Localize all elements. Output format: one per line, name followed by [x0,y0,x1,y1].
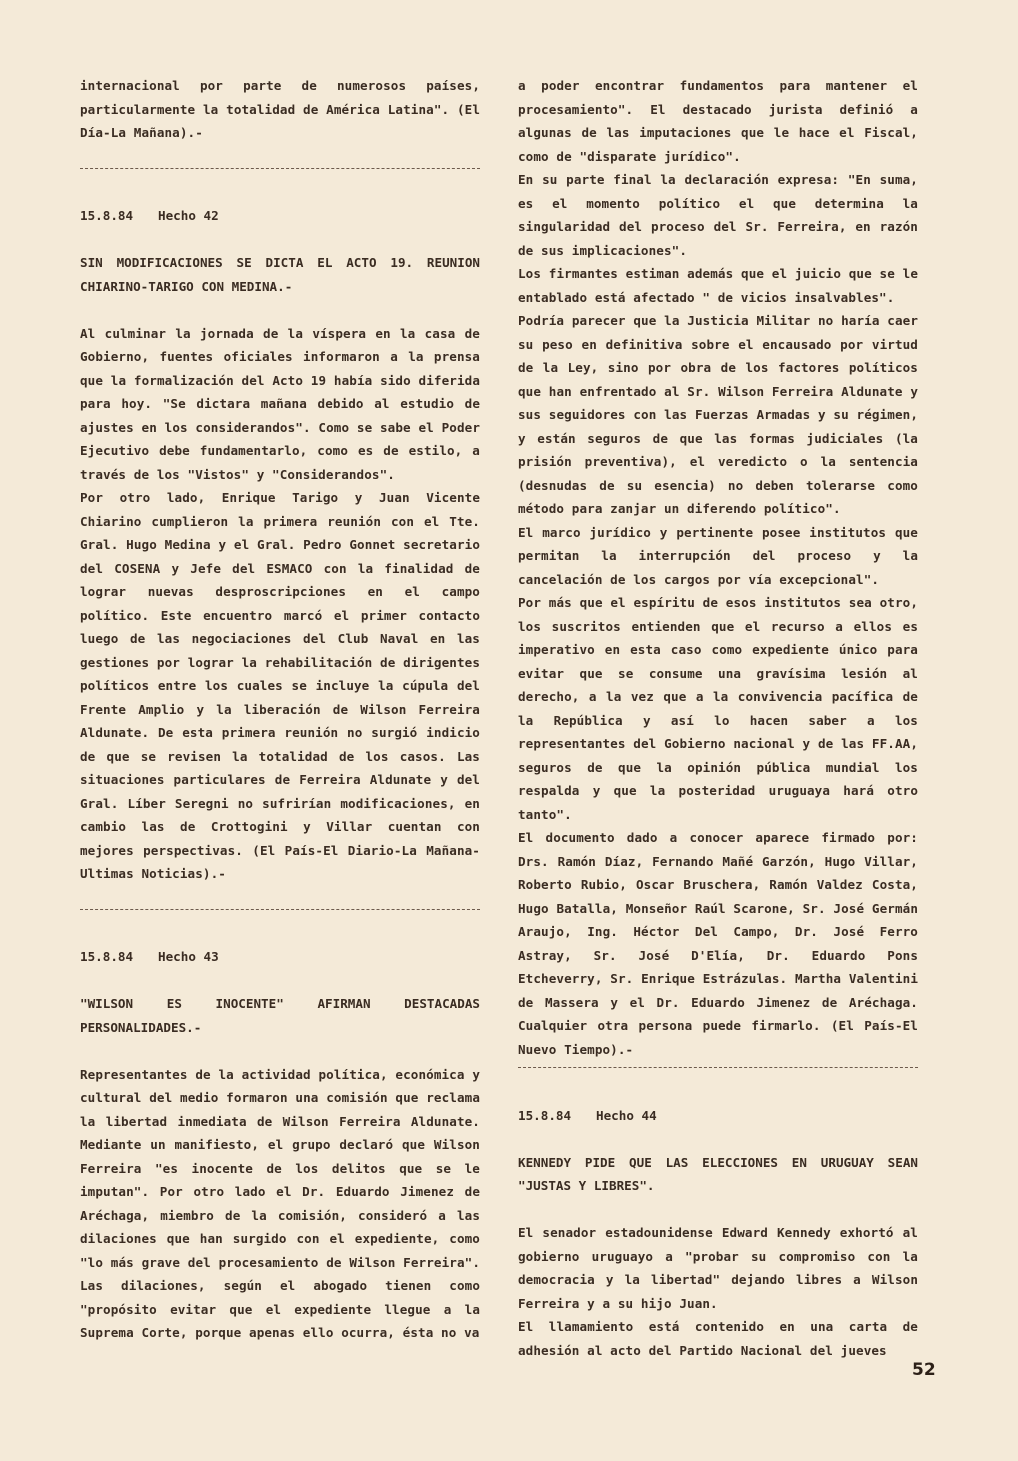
entry-hecho: Hecho 43 [158,949,219,964]
right-column [518,74,918,1362]
entry-date-line [80,204,480,228]
entry-headline: KENNEDY PIDE QUE LAS ELECCIONES EN URUGUAY SEAN "JUSTAS Y LIBRES". [518,1154,918,1193]
entry-date: 15.8.84 [80,949,134,964]
entry-body: Al culminar la jornada de la víspera en la casa de Gobierno, fuentes oficiales informaron a la prensa que la formalización del Acto 19 había sido diferida para hoy. "Se dictara mañana debido al estudio de ajustes en los considerandos". Como se sabe el Poder Ejecutivo debe fundamentarlo, como es de estilo, a través de los "Vistos" y "Considerandos". [80,325,480,482]
continuation-paragraph: Podría parecer que la Justicia Militar no haría caer su peso en definitiva sobre el encausado por virtud de la Ley, sino por obra de los factores políticos que han enfrentado al Sr. Wilson Ferreira Aldunate y sus seguidores con las Fuerzas Armadas y su régimen, y están seguros de que las formas judiciales (la prisión preventiva), el veredicto o la sentencia (desnudas de su esencia) no deben tolerarse como método para zanjar un diferendo político". [518,313,918,516]
continuation-paragraph: El marco jurídico y pertinente posee institutos que permitan la interrupción del proceso y la cancelación de los cargos por vía excepcional". [518,524,918,587]
section-divider [80,909,480,910]
continuation-paragraph: Por más que el espíritu de esos institutos sea otro, los suscritos entienden que el recurso a ellos es imperativo en esta caso como expediente único para evitar que se consume una gravísima lesión al derecho, a la vez que a la convivencia pacífica de la República y así lo hacen saber a los representantes del Gobierno nacional y de las FF.AA, seguros de que la opinión pública mundial los respalda y que la posteridad uruguaya hará otro tanto". [518,595,918,822]
continuation-paragraph: El documento dado a conocer aparece firmado por: Drs. Ramón Díaz, Fernando Mañé Garzón, Hugo Villar, Roberto Rubio, Oscar Bruschera, Ramón Valdez Costa, Hugo Batalla, Monseñor Raúl Scarone, Sr. José Germán Araujo, Ing. Héctor Del Campo, Dr. José Ferro Astray, Sr. José D'Elía, Dr. Eduardo Pons Etcheverry, Sr. Enrique Estrázulas. Martha Valentini de Massera y el Dr. Eduardo Jimenez de Aréchaga. Cualquier otra persona puede firmarlo. (El País-El Nuevo Tiempo).- [518,830,918,1057]
entry-body: Por otro lado, Enrique Tarigo y Juan Vicente Chiarino cumplieron la primera reunión con el Tte. Gral. Hugo Medina y el Gral. Pedro Gonnet secretario del COSENA y Jefe del ESMACO con la finalidad de lograr nuevas desproscripciones en el campo político. Este encuentro marcó el primer contacto luego de las negociaciones del Club Naval en las gestiones por lograr la rehabilitación de dirigentes políticos entre los cuales se incluye la cúpula del Frente Amplio y la liberación de Wilson Ferreira Aldunate. De esta primera reunión no surgió indicio de que se revisen la totalidad de los casos. Las situaciones particulares de Ferreira Aldunate y del Gral. Líber Seregni no sufrirían modificaciones, en cambio las de Crottogini y Villar cuentan con mejores perspectivas. (El País-El Diario-La Mañana-Ultimas Noticias).- [80,490,480,881]
entry-date: 15.8.84 [80,208,134,223]
section-divider [518,1067,918,1068]
entry-body: El senador estadounidense Edward Kennedy exhortó al gobierno uruguayo a "probar su compromiso con la democracia y la libertad" dejando libres a Wilson Ferreira y a su hijo Juan. [518,1225,918,1311]
entry-date-line [80,945,480,969]
entry-headline: SIN MODIFICACIONES SE DICTA EL ACTO 19. REUNION CHIARINO-TARIGO CON MEDINA.- [80,255,480,294]
entry-date-line [518,1104,918,1128]
continuation-paragraph: a poder encontrar fundamentos para mantener el procesamiento". El destacado jurista definió a algunas de las imputaciones que le hace el Fiscal, como de "disparate jurídico". [518,78,918,164]
entry-hecho: Hecho 42 [158,208,219,223]
entry-hecho: Hecho 44 [596,1107,657,1123]
entry-headline: "WILSON ES INOCENTE" AFIRMAN DESTACADAS PERSONALIDADES.- [80,996,480,1035]
continuation-paragraph: En su parte final la declaración expresa: "En suma, es el momento político el que determina la singularidad del proceso del Sr. Ferreira, en razón de sus implicaciones". [518,172,918,258]
entry-date: 15.8.84 [518,1107,572,1123]
entry-body: El llamamiento está contenido en una carta de adhesión al acto del Partido Nacional del jueves [518,1319,918,1358]
left-column [80,74,480,1345]
intro-paragraph: internacional por parte de numerosos países, particularmente la totalidad de América Latina". (El Día-La Mañana).- [80,78,480,140]
page-number: 52 [912,1360,936,1380]
continuation-paragraph: Los firmantes estiman además que el juicio que se le entablado está afectado " de vicios insalvables". [518,266,918,305]
entry-body: Representantes de la actividad política, económica y cultural del medio formaron una comisión que reclama la libertad inmediata de Wilson Ferreira Aldunate. Mediante un manifiesto, el grupo declaró que Wilson Ferreira "es inocente de los delitos que se le imputan". Por otro lado el Dr. Eduardo Jimenez de Aréchaga, miembro de la comisión, consideró a las dilaciones que han surgido con el expediente, como "lo más grave del procesamiento de Wilson Ferreira". Las dilaciones, según el abogado tienen como "propósito evitar que el expediente llegue a la Suprema Corte, porque apenas ello ocurra, ésta no va [80,1066,480,1340]
section-divider [80,168,480,169]
